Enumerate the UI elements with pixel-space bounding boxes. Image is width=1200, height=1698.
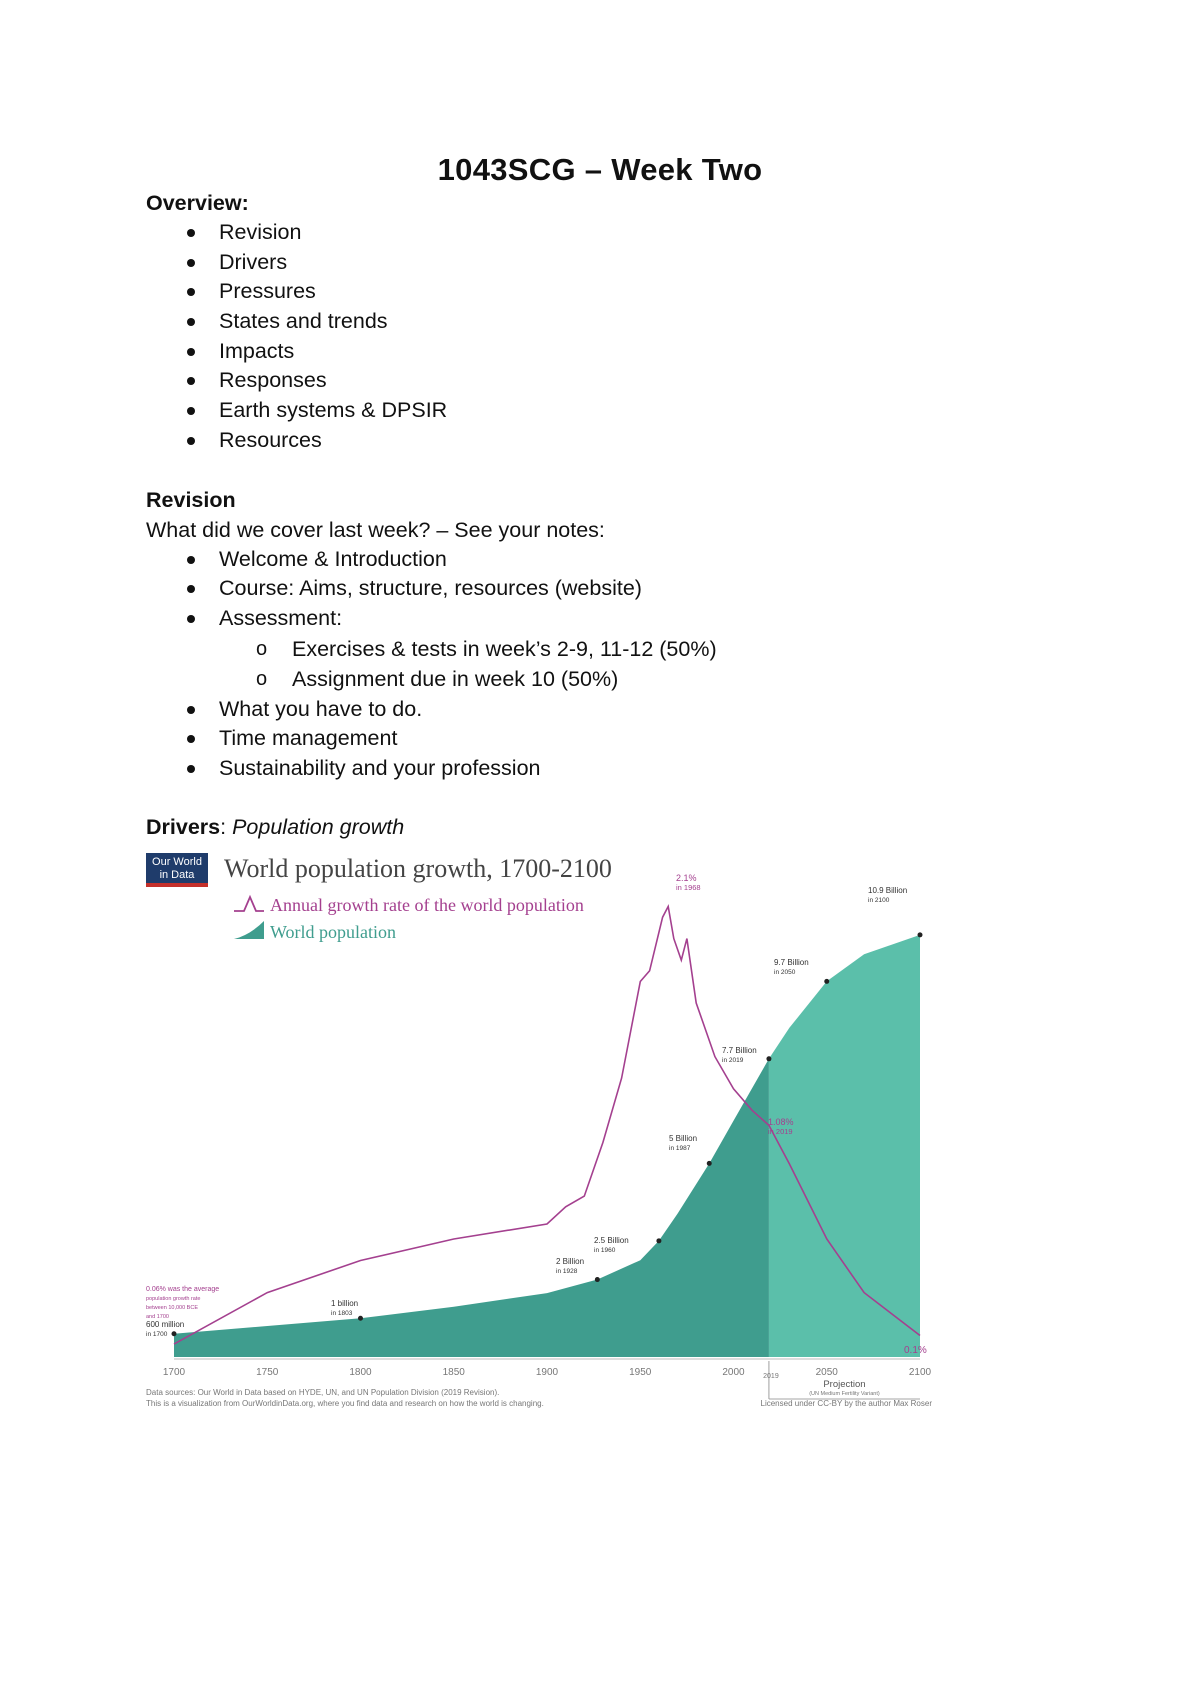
x-tick-label: 2050 [815,1367,838,1378]
drivers-label: Drivers [146,814,221,839]
annotation-pop-1803-line-2: in 1803 [331,1310,353,1317]
list-item: Course: Aims, structure, resources (website) [146,574,1106,604]
chart-title: World population growth, 1700-2100 [224,854,612,883]
footer-license: Licensed under CC-BY by the author Max Roser [760,1399,932,1408]
list-item: Time management [146,724,1106,754]
logo-stripe [146,883,208,887]
document-body [146,188,1106,842]
population-point [707,1161,712,1166]
list-item: Pressures [146,277,1106,307]
list-item: Drivers [146,248,1106,278]
revision-heading: Revision [146,487,236,512]
x-tick-label-2019: 2019 [763,1373,779,1380]
sub-list-item: o Assignment due in week 10 (50%) [146,664,1106,695]
population-point [766,1056,771,1061]
projection-sublabel: (UN Medium Fertility Variant) [809,1391,880,1397]
annotation-pop-2100-line-2: in 2100 [868,897,890,904]
annotation-pop-1928-line-2: in 1928 [556,1268,578,1275]
population-area-historical [174,1059,769,1357]
footer-source-line-1: Data sources: Our World in Data based on HYDE, UN, and UN Population Division (2019 Revision). [146,1388,500,1397]
annotation-pop-1700-line-2: in 1700 [146,1331,168,1338]
x-tick-label: 1750 [256,1367,279,1378]
annotation-pop-2050-line-1: 9.7 Billion [774,958,809,967]
x-tick-label: 1800 [349,1367,372,1378]
annotation-growth-peak-line-1: 2.1% [676,873,697,883]
x-tick-label: 1850 [442,1367,465,1378]
annotation-pop-1700-line-1: 600 million [146,1320,185,1329]
x-tick-label: 2000 [722,1367,745,1378]
sub-list-item: o Exercises & tests in week’s 2-9, 11-12 (50%) [146,634,1106,665]
list-item: Impacts [146,337,1106,367]
population-chart-svg [146,845,946,1415]
drivers-topic: Population growth [232,814,405,839]
x-tick-label: 1700 [162,1367,186,1378]
assessment-sublist [146,634,1106,695]
list-item: Earth systems & DPSIR [146,396,1106,426]
list-item: Responses [146,366,1106,396]
legend-growth-swatch [234,897,264,911]
population-area-projection [769,935,920,1357]
annotation-pop-1803-line-1: 1 billion [331,1299,359,1308]
revision-question: What did we cover last week? – See your notes: [146,517,605,542]
list-item: States and trends [146,307,1106,337]
population-point [358,1316,363,1321]
drivers-colon: : [220,814,227,839]
annotation-growth-early-line-2: population growth rate [146,1296,201,1302]
annotation-pop-2100-line-1: 10.9 Billion [868,886,908,895]
annotation-pop-1960-line-2: in 1960 [594,1247,616,1254]
annotation-pop-2050-line-2: in 2050 [774,969,796,976]
overview-list [146,218,1106,456]
owid-logo [146,853,208,887]
annotation-growth-peak-line-2: in 1968 [676,883,701,892]
annotation-pop-2019-line-1: 7.7 Billion [722,1046,757,1055]
legend-growth-label: Annual growth rate of the world population [270,895,584,915]
logo-text-line-2: in Data [159,869,195,881]
legend-population-swatch [234,921,264,939]
drivers-heading [146,812,1106,842]
x-tick-label: 1900 [535,1367,559,1378]
population-point [824,979,829,984]
list-item: Sustainability and your profession [146,754,1106,784]
annotation-growth-end-line-1: 0.1% [904,1345,927,1356]
chart-legend [234,895,584,942]
annotation-growth-early-line-4: and 1700 [146,1314,169,1320]
annotation-pop-1987-line-1: 5 Billion [669,1134,698,1143]
annotation-pop-1987-line-2: in 1987 [669,1145,691,1152]
annotation-growth-2019-line-1: 1.08% [768,1117,794,1127]
x-tick-label: 2100 [908,1367,932,1378]
revision-list [146,545,1106,634]
annotation-pop-2019-line-2: in 2019 [722,1057,744,1064]
list-item: Revision [146,218,1106,248]
list-item: Welcome & Introduction [146,545,1106,575]
x-tick-label: 1950 [629,1367,652,1378]
annotation-pop-1928-line-1: 2 Billion [556,1257,585,1266]
legend-population-label: World population [270,922,397,942]
population-point [172,1331,177,1336]
population-point [595,1277,600,1282]
annotation-growth-early-line-3: between 10,000 BCE [146,1305,198,1311]
list-item: Resources [146,426,1106,456]
footer-source-line-2: This is a visualization from OurWorldinData.org, where you find data and research on how the world is changing. [146,1399,544,1408]
population-point [656,1238,661,1243]
annotation-pop-1960-line-1: 2.5 Billion [594,1236,629,1245]
projection-label: Projection [823,1379,866,1390]
list-item: Assessment: [146,604,1106,634]
page-title: 1043SCG – Week Two [437,152,763,187]
revision-list-continued [146,695,1106,784]
annotation-growth-early-line-1: 0.06% was the average [146,1286,220,1293]
logo-text-line-1: Our World [152,856,202,868]
list-item: What you have to do. [146,695,1106,725]
population-chart [146,845,946,1415]
plot-area [172,907,923,1358]
population-point [918,932,923,937]
overview-heading: Overview: [146,191,249,215]
annotation-growth-2019-line-2: in 2019 [768,1127,793,1136]
